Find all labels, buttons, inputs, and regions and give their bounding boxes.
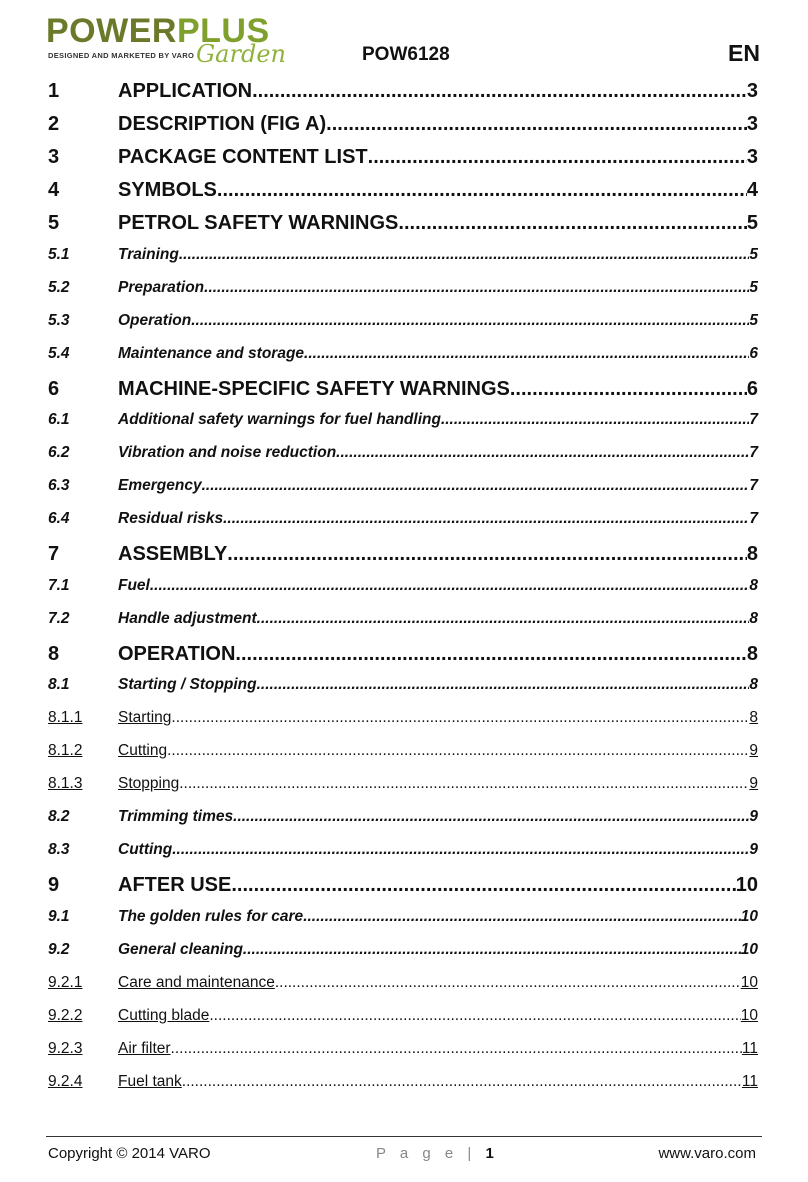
toc-entry-number: 9.2.3 xyxy=(48,1039,83,1057)
toc-entry-title[interactable]: Cutting blade xyxy=(118,1006,210,1024)
toc-entry-level3[interactable] xyxy=(48,742,758,760)
toc-dot-leader xyxy=(209,1007,740,1025)
toc-dot-leader xyxy=(217,179,747,202)
toc-entry-page: 3 xyxy=(746,113,758,136)
toc-entry-page: 5 xyxy=(746,212,758,235)
toc-entry-page: 11 xyxy=(741,1073,758,1090)
toc-entry-title[interactable]: Emergency xyxy=(118,477,202,495)
toc-entry-title[interactable]: AFTER USE xyxy=(118,874,232,897)
toc-entry-level1[interactable] xyxy=(48,146,758,169)
toc-entry-number: 8.1 xyxy=(48,675,70,693)
toc-entry-level1[interactable] xyxy=(48,643,758,666)
toc-entry-number: 8 xyxy=(48,642,60,665)
toc-dot-leader xyxy=(182,1073,742,1091)
toc-dot-leader xyxy=(243,941,741,959)
toc-entry-number: 3 xyxy=(48,146,60,169)
toc-entry-level3[interactable] xyxy=(48,1007,758,1025)
page-label: P a g e | xyxy=(376,1145,477,1162)
toc-entry-number: 6.1 xyxy=(48,411,70,428)
toc-dot-leader xyxy=(231,874,735,897)
toc-entry-title[interactable]: Operation xyxy=(118,311,192,329)
toc-entry-title[interactable]: Trimming times xyxy=(118,808,234,826)
toc-dot-leader xyxy=(191,312,749,330)
toc-entry-number: 1 xyxy=(48,80,60,102)
toc-entry-number: 9.2.2 xyxy=(48,1006,83,1024)
toc-entry-title[interactable]: MACHINE-SPECIFIC SAFETY WARNINGS xyxy=(118,377,510,400)
toc-entry-page: 3 xyxy=(746,146,758,169)
toc-entry-title[interactable]: Air filter xyxy=(118,1039,171,1057)
toc-dot-leader xyxy=(227,543,747,566)
toc-dot-leader xyxy=(167,742,749,760)
toc-entry-page: 8 xyxy=(749,675,758,693)
toc-entry-number: 9.2 xyxy=(48,940,70,958)
toc-entry-number: 6.4 xyxy=(48,510,70,528)
toc-entry-title[interactable]: OPERATION xyxy=(118,642,236,665)
toc-entry-number: 9 xyxy=(48,874,60,897)
toc-entry-level2[interactable] xyxy=(48,477,758,495)
toc-entry-page: 6 xyxy=(746,377,758,400)
model-number: POW6128 xyxy=(362,44,450,65)
toc-entry-page: 7 xyxy=(749,444,758,462)
toc-entry-number: 7.1 xyxy=(48,576,70,594)
toc-entry-page: 5 xyxy=(749,311,758,329)
toc-entry-page: 10 xyxy=(740,940,758,958)
toc-entry-number: 5.4 xyxy=(48,344,70,362)
toc-entry-title[interactable]: Handle adjustment xyxy=(118,609,257,627)
toc-entry-number: 8.1.3 xyxy=(48,775,83,793)
toc-entry-title[interactable]: DESCRIPTION (FIG A) xyxy=(118,113,327,136)
toc-dot-leader xyxy=(257,676,750,694)
toc-entry-page: 8 xyxy=(746,642,758,665)
toc-entry-number: 5.1 xyxy=(48,245,70,263)
toc-entry-title[interactable]: Additional safety warnings for fuel handling xyxy=(118,411,441,428)
toc-entry-number: 2 xyxy=(48,113,60,136)
toc-entry-number: 5.2 xyxy=(48,278,70,296)
toc-entry-number: 8.2 xyxy=(48,808,70,826)
toc-dot-leader xyxy=(223,510,749,528)
toc-entry-title[interactable]: Stopping xyxy=(118,775,180,793)
toc-entry-level2[interactable] xyxy=(48,246,758,264)
toc-dot-leader xyxy=(171,1040,742,1058)
toc-entry-level1[interactable] xyxy=(48,874,758,897)
toc-entry-number: 9.2.1 xyxy=(48,973,83,991)
toc-entry-page: 9 xyxy=(749,775,758,793)
toc-entry-level2[interactable] xyxy=(48,510,758,528)
toc-entry-title[interactable]: Starting xyxy=(118,708,172,726)
powerplus-logo xyxy=(46,14,308,66)
toc-entry-title[interactable]: Vibration and noise reduction xyxy=(118,444,337,462)
toc-entry-title[interactable]: Training xyxy=(118,245,179,263)
toc-entry-page: 5 xyxy=(749,245,758,263)
toc-entry-title[interactable]: SYMBOLS xyxy=(118,179,217,202)
toc-entry-number: 7.2 xyxy=(48,609,70,627)
toc-dot-leader xyxy=(204,279,749,297)
toc-entry-page: 10 xyxy=(740,973,758,991)
toc-entry-level1[interactable] xyxy=(48,212,758,235)
toc-entry-title[interactable]: Fuel xyxy=(118,576,150,594)
toc-entry-number: 6 xyxy=(48,377,60,400)
toc-entry-page: 7 xyxy=(749,510,758,528)
toc-dot-leader xyxy=(179,246,750,264)
toc-entry-level1[interactable] xyxy=(48,80,758,103)
toc-entry-title[interactable]: Care and maintenance xyxy=(118,973,275,991)
toc-entry-page: 9 xyxy=(749,808,758,826)
toc-entry-title[interactable]: APPLICATION xyxy=(118,80,253,102)
toc-entry-page: 8 xyxy=(749,576,758,594)
toc-entry-title[interactable]: Cutting xyxy=(118,841,173,859)
toc-entry-title[interactable]: General cleaning xyxy=(118,940,243,958)
copyright-text: Copyright © 2014 VARO xyxy=(48,1145,211,1162)
toc-entry-level3[interactable] xyxy=(48,1073,758,1091)
toc-entry-level2[interactable] xyxy=(48,411,758,429)
toc-dot-leader xyxy=(304,345,749,363)
toc-dot-leader xyxy=(441,411,749,429)
logo-tagline: DESIGNED AND MARKETED BY VARO xyxy=(48,51,195,60)
toc-entry-page: 4 xyxy=(746,179,758,202)
toc-entry-level2[interactable] xyxy=(48,676,758,694)
toc-entry-level2[interactable] xyxy=(48,444,758,462)
toc-entry-title[interactable]: Cutting xyxy=(118,742,168,759)
toc-entry-level2[interactable] xyxy=(48,610,758,628)
toc-entry-title[interactable]: The golden rules for care xyxy=(118,907,304,925)
toc-entry-level1[interactable] xyxy=(48,113,758,136)
toc-dot-leader xyxy=(171,709,749,727)
toc-entry-number: 6.3 xyxy=(48,477,70,495)
page-indicator xyxy=(376,1145,494,1162)
toc-dot-leader xyxy=(398,212,746,235)
toc-entry-title[interactable]: PETROL SAFETY WARNINGS xyxy=(118,212,399,235)
toc-entry-level2[interactable] xyxy=(48,841,758,859)
toc-dot-leader xyxy=(257,610,750,628)
logo-script: Garden xyxy=(196,40,286,68)
toc-entry-number: 5.3 xyxy=(48,311,70,329)
toc-entry-page: 9 xyxy=(749,841,758,859)
toc-entry-page: 7 xyxy=(749,477,758,495)
toc-entry-title[interactable]: Maintenance and storage xyxy=(118,344,305,362)
toc-entry-number: 7 xyxy=(48,543,60,566)
toc-entry-level3[interactable] xyxy=(48,1040,758,1058)
toc-entry-level2[interactable] xyxy=(48,279,758,297)
toc-dot-leader xyxy=(336,444,749,462)
toc-entry-page: 5 xyxy=(749,278,758,296)
logo-word-power: POWER xyxy=(46,12,177,50)
toc-entry-page: 10 xyxy=(740,1006,758,1024)
toc-dot-leader xyxy=(202,477,750,495)
toc-entry-title[interactable]: Preparation xyxy=(118,278,205,296)
toc-entry-page: 8 xyxy=(749,708,758,726)
toc-entry-level1[interactable] xyxy=(48,378,758,401)
toc-dot-leader xyxy=(510,378,747,401)
toc-entry-title[interactable]: Fuel tank xyxy=(118,1073,182,1090)
toc-entry-level1[interactable] xyxy=(48,543,758,566)
toc-entry-number: 6.2 xyxy=(48,444,70,462)
toc-entry-page: 10 xyxy=(740,907,758,925)
toc-dot-leader xyxy=(233,808,749,826)
toc-dot-leader xyxy=(150,577,750,595)
toc-entry-page: 6 xyxy=(749,344,758,362)
toc-entry-number: 9.2.4 xyxy=(48,1073,83,1090)
toc-entry-level3[interactable] xyxy=(48,709,758,727)
toc-entry-level3[interactable] xyxy=(48,775,758,793)
page-number: 1 xyxy=(485,1145,494,1162)
toc-entry-page: 9 xyxy=(749,742,758,759)
toc-entry-level2[interactable] xyxy=(48,941,758,959)
toc-entry-level2[interactable] xyxy=(48,312,758,330)
toc-entry-page: 3 xyxy=(746,80,758,102)
toc-entry-level2[interactable] xyxy=(48,908,758,926)
toc-entry-title[interactable]: Starting / Stopping xyxy=(118,675,257,693)
toc-entry-page: 11 xyxy=(741,1039,758,1057)
toc-dot-leader xyxy=(235,643,746,666)
toc-entry-level2[interactable] xyxy=(48,345,758,363)
toc-dot-leader xyxy=(252,80,747,103)
toc-entry-number: 8.1.2 xyxy=(48,742,83,759)
language-code: EN xyxy=(728,40,760,66)
toc-entry-page: 10 xyxy=(735,874,758,897)
page-footer xyxy=(46,1136,762,1177)
toc-dot-leader xyxy=(275,974,741,992)
toc-entry-level2[interactable] xyxy=(48,808,758,826)
toc-dot-leader xyxy=(368,146,747,169)
toc-dot-leader xyxy=(179,775,749,793)
toc-entry-number: 5 xyxy=(48,212,60,235)
toc-entry-number: 4 xyxy=(48,179,60,202)
toc-entry-title[interactable]: Residual risks xyxy=(118,510,224,528)
toc-entry-number: 8.1.1 xyxy=(48,708,83,726)
page-header xyxy=(0,0,808,80)
toc-entry-number: 8.3 xyxy=(48,841,70,859)
toc-entry-title[interactable]: ASSEMBLY xyxy=(118,543,228,566)
toc-entry-page: 7 xyxy=(749,411,758,428)
toc-entry-level3[interactable] xyxy=(48,974,758,992)
toc-entry-page: 8 xyxy=(749,609,758,627)
logo-word-plus: PLUS xyxy=(176,12,270,50)
toc-entry-level2[interactable] xyxy=(48,577,758,595)
website-link[interactable]: www.varo.com xyxy=(658,1145,756,1162)
toc-entry-page: 8 xyxy=(746,543,758,566)
toc-dot-leader xyxy=(303,908,741,926)
toc-dot-leader xyxy=(326,113,747,136)
toc-dot-leader xyxy=(172,841,749,859)
toc-entry-level1[interactable] xyxy=(48,179,758,202)
toc-entry-number: 9.1 xyxy=(48,907,70,925)
toc-entry-title[interactable]: PACKAGE CONTENT LIST xyxy=(118,146,368,169)
